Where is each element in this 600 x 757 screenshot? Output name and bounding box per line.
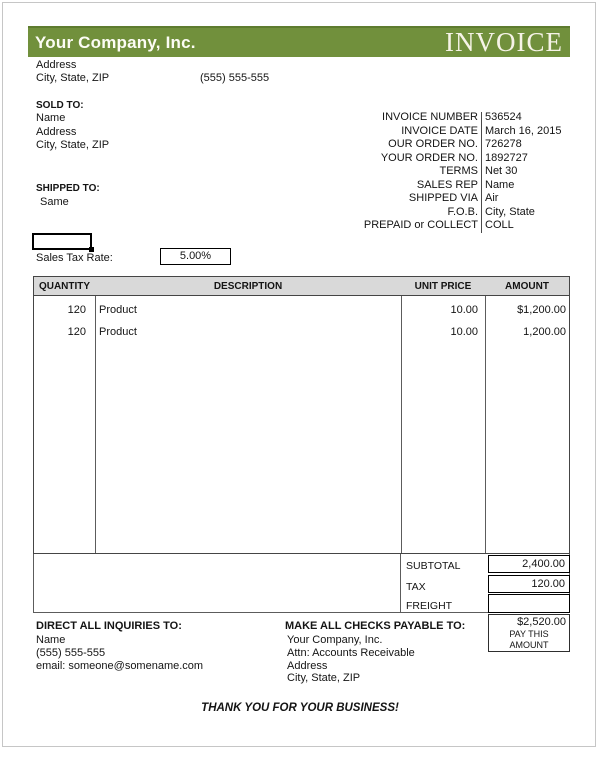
meta-value: March 16, 2015 [485, 124, 562, 137]
meta-label: SHIPPED VIA [408, 192, 478, 204]
meta-value: 536524 [485, 111, 522, 123]
shipped-to-label: SHIPPED TO: [36, 183, 100, 194]
notes-box [33, 554, 401, 613]
column-header-amount: AMOUNT [505, 281, 549, 292]
meta-divider-line [481, 112, 482, 233]
checks-payable-address: Address [287, 659, 328, 672]
checks-payable-label: MAKE ALL CHECKS PAYABLE TO: [285, 620, 466, 632]
company-address [36, 59, 109, 85]
meta-value: 726278 [485, 138, 522, 150]
meta-label: INVOICE DATE [401, 124, 478, 137]
cell-description: Product [99, 326, 137, 338]
checks-payable-city: City, State, ZIP [287, 672, 361, 685]
meta-label: INVOICE NUMBER [382, 111, 478, 123]
column-header-description: DESCRIPTION [213, 281, 283, 292]
pay-this-amount-box [488, 614, 570, 652]
subtotal-value: 2,400.00 [488, 555, 570, 573]
meta-value: Net 30 [485, 165, 518, 177]
meta-label: YOUR ORDER NO. [380, 151, 478, 164]
tax-value: 120.00 [488, 575, 570, 593]
meta-value: City, State [485, 205, 535, 218]
meta-label: PREPAID or COLLECT [363, 219, 478, 231]
line-items-table [33, 276, 570, 554]
shipped-to-value: Same [40, 196, 69, 208]
sales-tax-input[interactable]: 5.00% [160, 248, 231, 265]
checks-payable-attn: Attn: Accounts Receivable [287, 646, 415, 659]
company-name: Your Company, Inc. [35, 32, 196, 52]
checks-payable-block [287, 634, 415, 685]
cell-amount: $1,200.00 [517, 304, 566, 316]
cell-quantity: 120 [67, 304, 86, 316]
cell-description: Product [99, 304, 137, 316]
sold-to-label: SOLD TO: [36, 100, 84, 111]
sold-to-address: Address [36, 125, 77, 138]
inquiries-name: Name [36, 634, 66, 646]
meta-value: 1892727 [485, 151, 528, 164]
company-address-line2: City, State, ZIP [36, 72, 110, 84]
sold-to-block [36, 112, 109, 153]
meta-label: OUR ORDER NO. [388, 138, 478, 150]
meta-value: Air [485, 192, 499, 204]
column-header-quantity: QUANTITY [38, 281, 91, 292]
cell-quantity: 120 [67, 326, 86, 338]
company-address-line1: Address [36, 59, 77, 71]
thank-you-note: THANK YOU FOR YOUR BUSINESS! [201, 702, 399, 714]
header-bar [28, 26, 570, 57]
meta-label: TERMS [439, 165, 478, 177]
tax-label: TAX [406, 581, 426, 593]
column-divider [401, 296, 402, 553]
sold-to-city: City, State, ZIP [36, 139, 110, 151]
column-divider [95, 296, 96, 553]
cell-amount: 1,200.00 [523, 326, 566, 338]
sales-tax-label: Sales Tax Rate: [36, 252, 113, 264]
meta-label: SALES REP [416, 178, 478, 191]
checks-payable-company: Your Company, Inc. [287, 634, 383, 646]
inquiries-label: DIRECT ALL INQUIRIES TO: [36, 620, 182, 632]
table-header-row [34, 277, 569, 296]
pay-this-label: PAY THIS [509, 629, 549, 639]
cell-unit-price: 10.00 [450, 304, 478, 316]
inquiries-phone: (555) 555-555 [36, 646, 106, 659]
column-header-unit-price: UNIT PRICE [414, 281, 472, 292]
cell-unit-price: 10.00 [450, 326, 478, 338]
pay-amount-label: AMOUNT [509, 640, 549, 650]
subtotal-label: SUBTOTAL [406, 560, 461, 572]
pay-amount-value: $2,520.00 [517, 616, 566, 628]
document-title: INVOICE [445, 27, 563, 57]
selected-cell[interactable] [32, 233, 92, 250]
inquiries-email: email: someone@somename.com [36, 659, 204, 672]
meta-value: COLL [485, 219, 514, 231]
meta-value: Name [485, 178, 515, 191]
sold-to-name: Name [36, 112, 66, 124]
meta-label: F.O.B. [447, 205, 478, 218]
freight-label: FREIGHT [406, 600, 453, 612]
inquiries-block [36, 634, 203, 672]
company-phone: (555) 555-555 [200, 72, 270, 84]
freight-value [488, 594, 570, 613]
